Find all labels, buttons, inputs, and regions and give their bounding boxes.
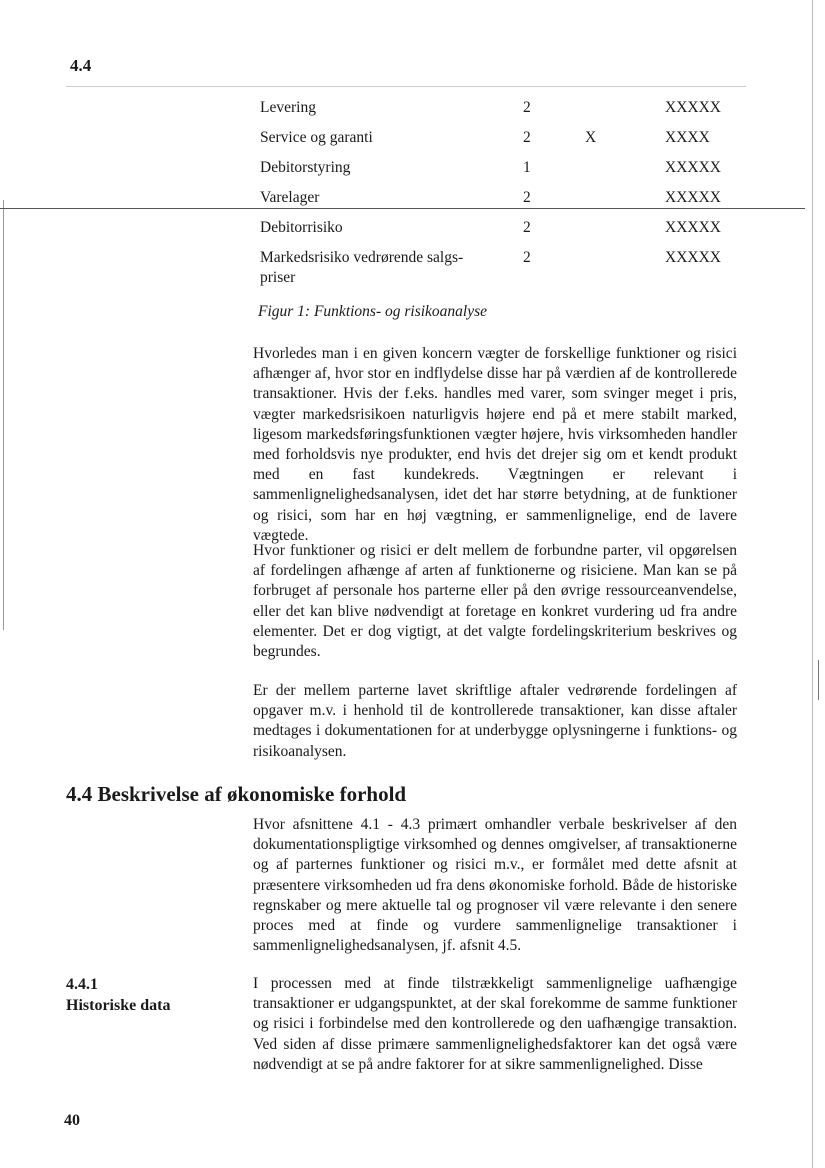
subsection-number: 4.4.1 [66, 976, 98, 993]
figure-caption: Figur 1: Funktions- og risikoanalyse [258, 303, 488, 320]
table-cell-function: Debitorrisiko [260, 219, 343, 236]
table-cell-weight: 2 [523, 189, 531, 206]
table-cell-party: XXXXX [665, 219, 721, 236]
table-cell-party: XXXXX [665, 249, 721, 266]
scan-crease-line [0, 208, 805, 209]
header-rule [66, 86, 746, 87]
body-paragraph: Er der mellem parterne lavet skriftlige aftaler vedrørende fordelingen af opgaver m.v. i henhold til de kontrollerede transaktioner, kan disse aftaler medtages i dokumentationen for at underbygge oplysningerne i funktions- og risikoanalysen. [253, 682, 737, 760]
table-cell-party: XXXXX [665, 189, 721, 206]
table-cell-function: Debitorstyring [260, 159, 351, 176]
table-cell-party: XXXXX [665, 99, 721, 116]
subsection-title: Historiske data [66, 997, 171, 1014]
body-paragraph: I processen med at finde tilstrækkeligt sammenlignelige uafhængige transaktioner er udgangspunktet, at der skal forekomme de samme funktioner og risici i forbindelse med den kontrollerede og den uafhængige transaktion. Ved siden af disse primære sammenlignelighedsfaktorer kan det også være nødvendigt at se på andre faktorer for at sikre sammenlignelighed. Disse [253, 975, 737, 1073]
table-cell-weight: 2 [523, 99, 531, 116]
body-paragraph: Hvorledes man i en given koncern vægter de forskellige funktioner og risici afhænger af, hvor stor en indflydelse disse har på værdien af de kontrollerede transaktioner. Hvis der f.eks. handles med varer, som svinger meget i pris, vægter markedsrisikoen naturligvis højere end på et mere stabilt marked, ligesom markedsføringsfunktionen vægter højere, hvis virksomheden handler med forholdsvis nye produkter, end hvis det drejer sig om et kendt produkt med en fast kundekreds. Vægtningen er relevant i sammenlignelighedsanalysen, idet det har større betydning, at de funktioner og risici, som har en høj vægtning, er sammenlignelige, end de lavere vægtede. [253, 345, 737, 544]
body-paragraph: Hvor funktioner og risici er delt mellem de forbundne parter, vil opgørelsen af fordelingen afhænge af arten af funktionerne og risiciene. Man kan se på forbruget af personale hos parterne eller på den øvrige ressourceanvendelse, eller det kan blive nødvendigt at foretage en konkret vurdering ud fra andre elementer. Det er dog vigtigt, at det valgte fordelingskriterium beskrives og begrundes. [253, 542, 737, 661]
table-cell-party: XXXX [665, 129, 710, 146]
scan-edge-line [812, 0, 813, 1168]
page-number: 40 [64, 1112, 80, 1129]
table-cell-weight: 1 [523, 159, 531, 176]
table-cell-mark: X [585, 129, 597, 146]
table-cell-function: Varelager [260, 189, 320, 206]
body-paragraph: Hvor afsnittene 4.1 - 4.3 primært omhandler verbale beskrivelser af den dokumentationspligtige virksomhed og dennes omgivelser, af transaktionerne og af parternes funktioner og risici m.v., er formålet med dette afsnit at præsentere virksomheden ud fra dens økonomiske forhold. Både de historiske regnskaber og mere aktuelle tal og prognoser vil være relevante i den senere proces med at finde og vurdere sammenlignelige transaktioner i sammenlignelighedsanalysen, jf. afsnit 4.5. [253, 816, 737, 955]
table-cell-function: Markedsrisiko vedrørende salgs-priser [260, 249, 464, 286]
table-cell-weight: 2 [523, 249, 531, 266]
running-header-section-number: 4.4 [70, 56, 92, 75]
table-cell-weight: 2 [523, 219, 531, 236]
section-heading: 4.4 Beskrivelse af økonomiske forhold [66, 782, 407, 806]
scan-right-mark [818, 660, 819, 700]
table-cell-party: XXXXX [665, 159, 721, 176]
table-cell-weight: 2 [523, 129, 531, 146]
scan-left-line [3, 200, 4, 630]
table-cell-function: Levering [260, 99, 316, 116]
table-cell-function: Service og garanti [260, 129, 373, 146]
